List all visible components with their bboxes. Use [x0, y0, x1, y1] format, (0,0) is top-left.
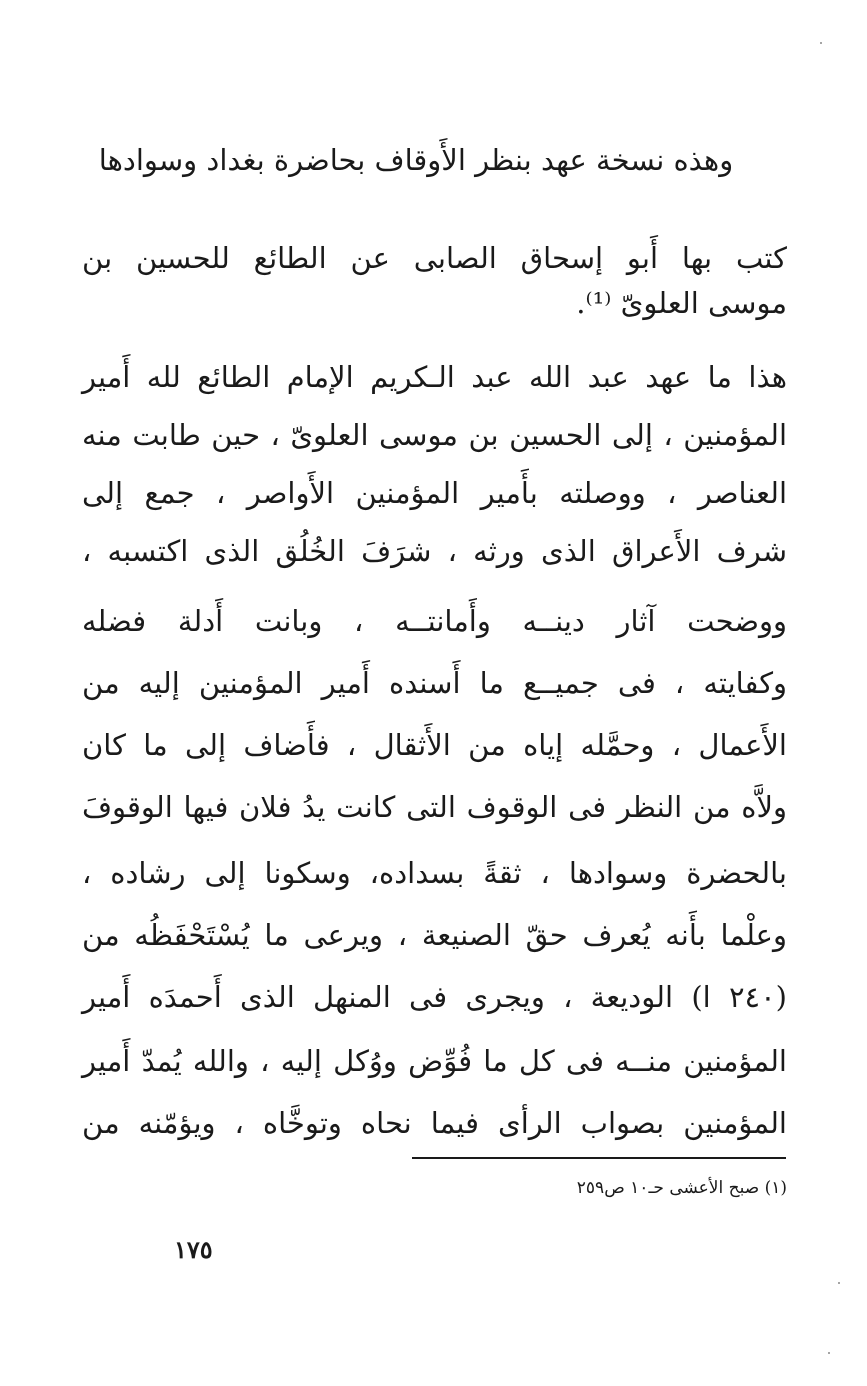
- intro-line: كتب بها أَبو إسحاق الصابى عن الطائع للحسين بن: [82, 241, 787, 275]
- footnote-divider: [412, 1157, 786, 1159]
- body-line: (٢٤٠ ا) الوديعة ، ويجرى فى المنهل الذى أَحمدَه أَمير: [82, 980, 787, 1014]
- paper-speck: [838, 1282, 840, 1284]
- body-line: المؤمنين بصواب الرأى فيما نحاه وتوخَّاه ، ويؤمّنه من: [82, 1106, 787, 1140]
- body-line: المؤمنين منــه فى كل ما فُوِّض ووُكل إليه ، والله يُمدّ أَمير: [82, 1044, 787, 1078]
- body-line: بالحضرة وسوادها ، ثقةً بسداده، وسكونا إلى رشاده ،: [82, 856, 787, 890]
- body-line: شرف الأَعراق الذى ورثه ، شرَفَ الخُلُق الذى اكتسبه ،: [82, 534, 787, 568]
- intro-line: موسى العلوىّ ⁽¹⁾.: [576, 286, 787, 320]
- body-line: الأَعمال ، وحمَّله إياه من الأَثقال ، فأَضاف إلى ما كان: [82, 728, 787, 762]
- paper-speck: [820, 42, 822, 44]
- body-line: وكفايته ، فى جميــع ما أَسنده أَمير المؤمنين إليه من: [82, 666, 787, 700]
- body-line: وعلْما بأَنه يُعرف حقّ الصنيعة ، ويرعى ما يُسْتَحْفَظُه من: [82, 918, 787, 952]
- body-line: المؤمنين ، إلى الحسين بن موسى العلوىّ ، حين طابت منه: [82, 418, 788, 452]
- page-number: ١٧٥: [174, 1235, 213, 1264]
- body-line: ولاَّه من النظر فى الوقوف التى كانت يدُ فلان فيها الوقوفَ: [82, 790, 787, 824]
- document-heading: وهذه نسخة عهد بنظر الأَوقاف بحاضرة بغداد وسوادها: [98, 143, 734, 177]
- body-line: هذا ما عهد عبد الله عبد الـكريم الإمام الطائع لله أَمير: [82, 360, 787, 394]
- body-line: العناصر ، ووصلته بأَمير المؤمنين الأَواصر ، جمع إلى: [82, 476, 787, 510]
- body-line: ووضحت آثار دينــه وأَمانتــه ، وبانت أَدلة فضله: [82, 604, 787, 638]
- footnote: (١) صبح الأعشى حـ١٠ ص٢٥٩: [576, 1178, 787, 1198]
- paper-speck: [828, 1352, 830, 1354]
